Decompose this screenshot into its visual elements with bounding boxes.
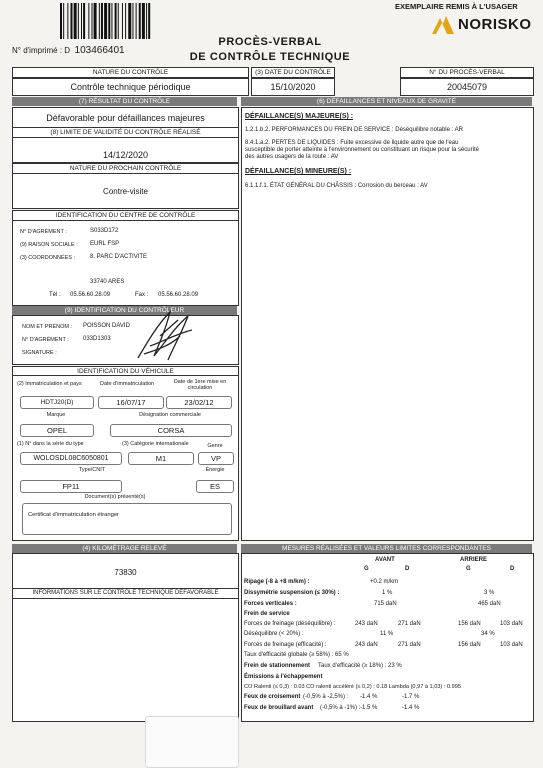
center-raison-value: EURL FSP [90,241,120,247]
date-value: 15/10/2020 [251,78,335,96]
controller-label: (9) IDENTIFICATION DU CONTRÔLEUR [12,306,237,315]
documents-box [22,503,232,535]
frein-deseq-ard: 103 daN [500,621,523,627]
controller-agrement-value: 033D1303 [83,336,111,342]
frein-deseq-avg: 243 daN [355,621,378,627]
croisement-label: Feux de croisement [244,694,301,700]
result-label: (7) RÉSULTAT DU CONTRÔLE [12,97,237,106]
arriere-header: ARRIERE [460,557,488,563]
taux-global: Taux d'efficacité globale (≥ 58%) : 65 % [244,652,349,658]
genre-value: VP [198,452,234,465]
avant-g: G [364,566,369,572]
date-label: (3) DATE DU CONTRÔLE [251,67,335,78]
handwritten-signature [130,306,200,364]
center-coord-line2: 33740 ARES [90,279,125,285]
arriere-g: G [466,566,471,572]
result-value: Défavorable pour défaillances majeures [12,107,239,129]
documents-value: Certificat d'immatriculation étranger [28,512,119,518]
categorie-value: M1 [128,452,194,465]
dissym-av: 1 % [382,590,393,596]
deseq-av: 11 % [380,631,394,637]
energie-label: Énergie [205,467,225,473]
controller-name-label: NOM ET PRÉNOM : [22,324,73,330]
center-label: IDENTIFICATION DU CENTRE DE CONTRÔLE [12,210,239,221]
barcode [60,3,186,39]
mileage-value: 73830 [12,553,239,589]
deseq-label: Déséquilibre (< 20%) : [244,631,304,637]
stationnement-label: Frein de stationnement [244,663,311,669]
center-agrement-value: S033D172 [90,228,119,234]
center-fax-label: Fax : [135,292,149,298]
frein-eff-ard: 103 daN [500,642,523,648]
pv-label: N° DU PROCÈS-VERBAL [400,67,534,78]
frein-deseq-label: Forces de freinage (déséquilibre) : [244,621,336,627]
documents-label: Document(s) présenté(s) [84,494,146,500]
immat-label: (2) Immatriculation et pays [17,381,82,387]
ripage-value: +0.2 m/km [370,579,399,585]
brouillard-label: Feux de brouillard avant [244,705,314,711]
minor-defect-1: 6.1.1.f.1. ÉTAT GÉNÉRAL DU CHÂSSIS : Corrosion du berceau : AV [245,183,428,189]
center-tel-label: Tél : [49,292,61,298]
arriere-d: D [510,566,515,572]
controller-agrement-label: N° D'AGRÉMENT : [22,337,69,343]
major-title: DÉFAILLANCE(S) MAJEURE(S) : [245,113,354,120]
pv-value: 20045079 [400,78,534,96]
mileage-label: (4) KILOMÉTRAGE RELEVÉ [12,544,237,553]
co-line: CO Ralenti (≤ 0,3) : 0.03 CO ralenti accéléré (≤ 0,2) : 0.18 Lambda (0,97 à 1,03) : 0.995 [244,684,461,690]
unfav-label: INFORMATIONS SUR LE CONTRÔLE TECHNIQUE DÉFAVORABLE [12,588,239,599]
brouillard-d: -1.4 % [402,705,420,711]
defects-label: (6) DÉFAILLANCES ET NIVEAUX DE GRAVITÉ [241,97,532,106]
controller-name-value: POISSON DAVID [83,323,130,329]
frein-deseq-avd: 271 daN [398,621,421,627]
center-coord-label: (3) COORDONNÉES : [20,255,76,261]
print-number [12,45,125,56]
dissym-ar: 3 % [484,590,495,596]
brouillard-g: -1.5 % [360,705,378,711]
frein-eff-arg: 156 daN [458,642,481,648]
center-raison-label: (9) RAISON SOCIALE : [20,242,78,248]
copy-label: EXEMPLAIRE REMIS À L'USAGER [395,2,518,11]
type-value: FP11 [20,480,122,493]
norisko-logo-icon [430,14,456,36]
brand-name: NORISKO [458,16,532,33]
immat-value: HDTJ20(D) [20,396,94,409]
croisement-g: -1.4 % [360,694,378,700]
print-number-label: N° d'imprimé : [12,46,65,55]
frein-service-label: Frein de service [244,611,290,617]
major-defect-2-line3: des autres usagers de la route : AV [245,154,339,160]
forces-vert-av: 715 daN [374,601,397,607]
designation-value: CORSA [110,424,232,437]
stationnement-value: Taux d'efficacité (≥ 18%) : 23 % [318,663,402,669]
validity-value: 14/12/2020 [12,137,239,163]
marque-label: Marque [46,412,66,418]
energie-value: ES [196,480,234,493]
blank-sticker [145,716,239,768]
next-value: Contre-visite [12,173,239,209]
genre-label: Genre [207,443,223,449]
minor-title: DÉFAILLANCE(S) MINEURE(S) : [245,168,352,175]
avant-d: D [405,566,410,572]
print-number-value: 103466401 [74,45,125,56]
vehicle-label: IDENTIFICATION DU VÉHICULE [12,366,239,377]
marque-value: OPEL [20,424,94,437]
nature-label: NATURE DU CONTRÔLE [12,67,249,78]
controller-signature-label: SIGNATURE : [22,350,57,356]
avant-header: AVANT [375,557,395,563]
first-circ-label: Date de 1ere mise en circulation [173,379,227,391]
center-coord-line1: 8. PARC D'ACTIVITE [90,254,148,260]
nature-value: Contrôle technique périodique [12,78,249,96]
frein-eff-avg: 243 daN [355,642,378,648]
type-label: Type/CNIT [78,467,106,473]
dissym-label: Dissymétrie suspension (≤ 30%) : [244,590,340,596]
unfav-box [12,598,239,722]
croisement-d: -1.7 % [402,694,420,700]
major-defect-2-line2: susceptible de porter atteinte à l'environnement ou constituant un risque pour la sécurité [245,147,479,153]
measures-label: MESURES RÉALISÉES ET VALEURS LIMITES CORRESPONDANTES [241,544,532,553]
center-fax-value: 05.56.60.28.09 [158,292,199,298]
validity-label: (8) LIMITE DE VALIDITÉ DU CONTRÔLE RÉALISÉ [12,127,239,138]
forces-vert-label: Forces verticales : [244,601,297,607]
ripage-label: Ripage (-8 à +8 m/km) : [244,579,310,585]
emissions-label: Émissions à l'échappement [244,674,323,680]
print-letter: D [64,46,71,55]
croisement-range: (-0,5% à -2,5%) : [303,694,349,700]
first-reg-value: 16/07/17 [98,396,164,409]
center-agrement-label: N° D'AGRÉMENT : [20,229,67,235]
center-tel-value: 05.56.60.28.09 [70,292,111,298]
brouillard-range: (-0,5% à -1%) : [320,705,361,711]
designation-label: Désignation commerciale [139,412,201,418]
doc-title-line2: DE CONTRÔLE TECHNIQUE [189,51,351,63]
frein-deseq-arg: 156 daN [458,621,481,627]
serie-label: (1) N° dans la série du type [17,441,84,447]
serie-value: WOLOSDL08C6050801 [20,452,122,465]
first-reg-label: Date d'immatriculation [100,381,155,387]
first-circ-value: 23/02/12 [166,396,232,409]
forces-vert-ar: 465 daN [478,601,501,607]
frein-eff-label: Forces de freinage (efficacité) : [244,642,327,648]
major-defect-1: 1.2.1.b.2. PERFORMANCES DU FREIN DE SERVICE : Déséquilibre notable : AR [245,127,463,133]
deseq-ar: 34 % [481,631,495,637]
next-label: NATURE DU PROCHAIN CONTRÔLE [12,163,239,174]
doc-title-line1: PROCÈS-VERBAL [218,36,322,48]
frein-eff-avd: 271 daN [398,642,421,648]
major-defect-2-line1: 8.4.1.a.2. PERTES DE LIQUIDES : Fuite excessive de liquide autre que de l'eau [245,140,459,146]
categorie-label: (3) Catégorie internationale [122,441,189,447]
